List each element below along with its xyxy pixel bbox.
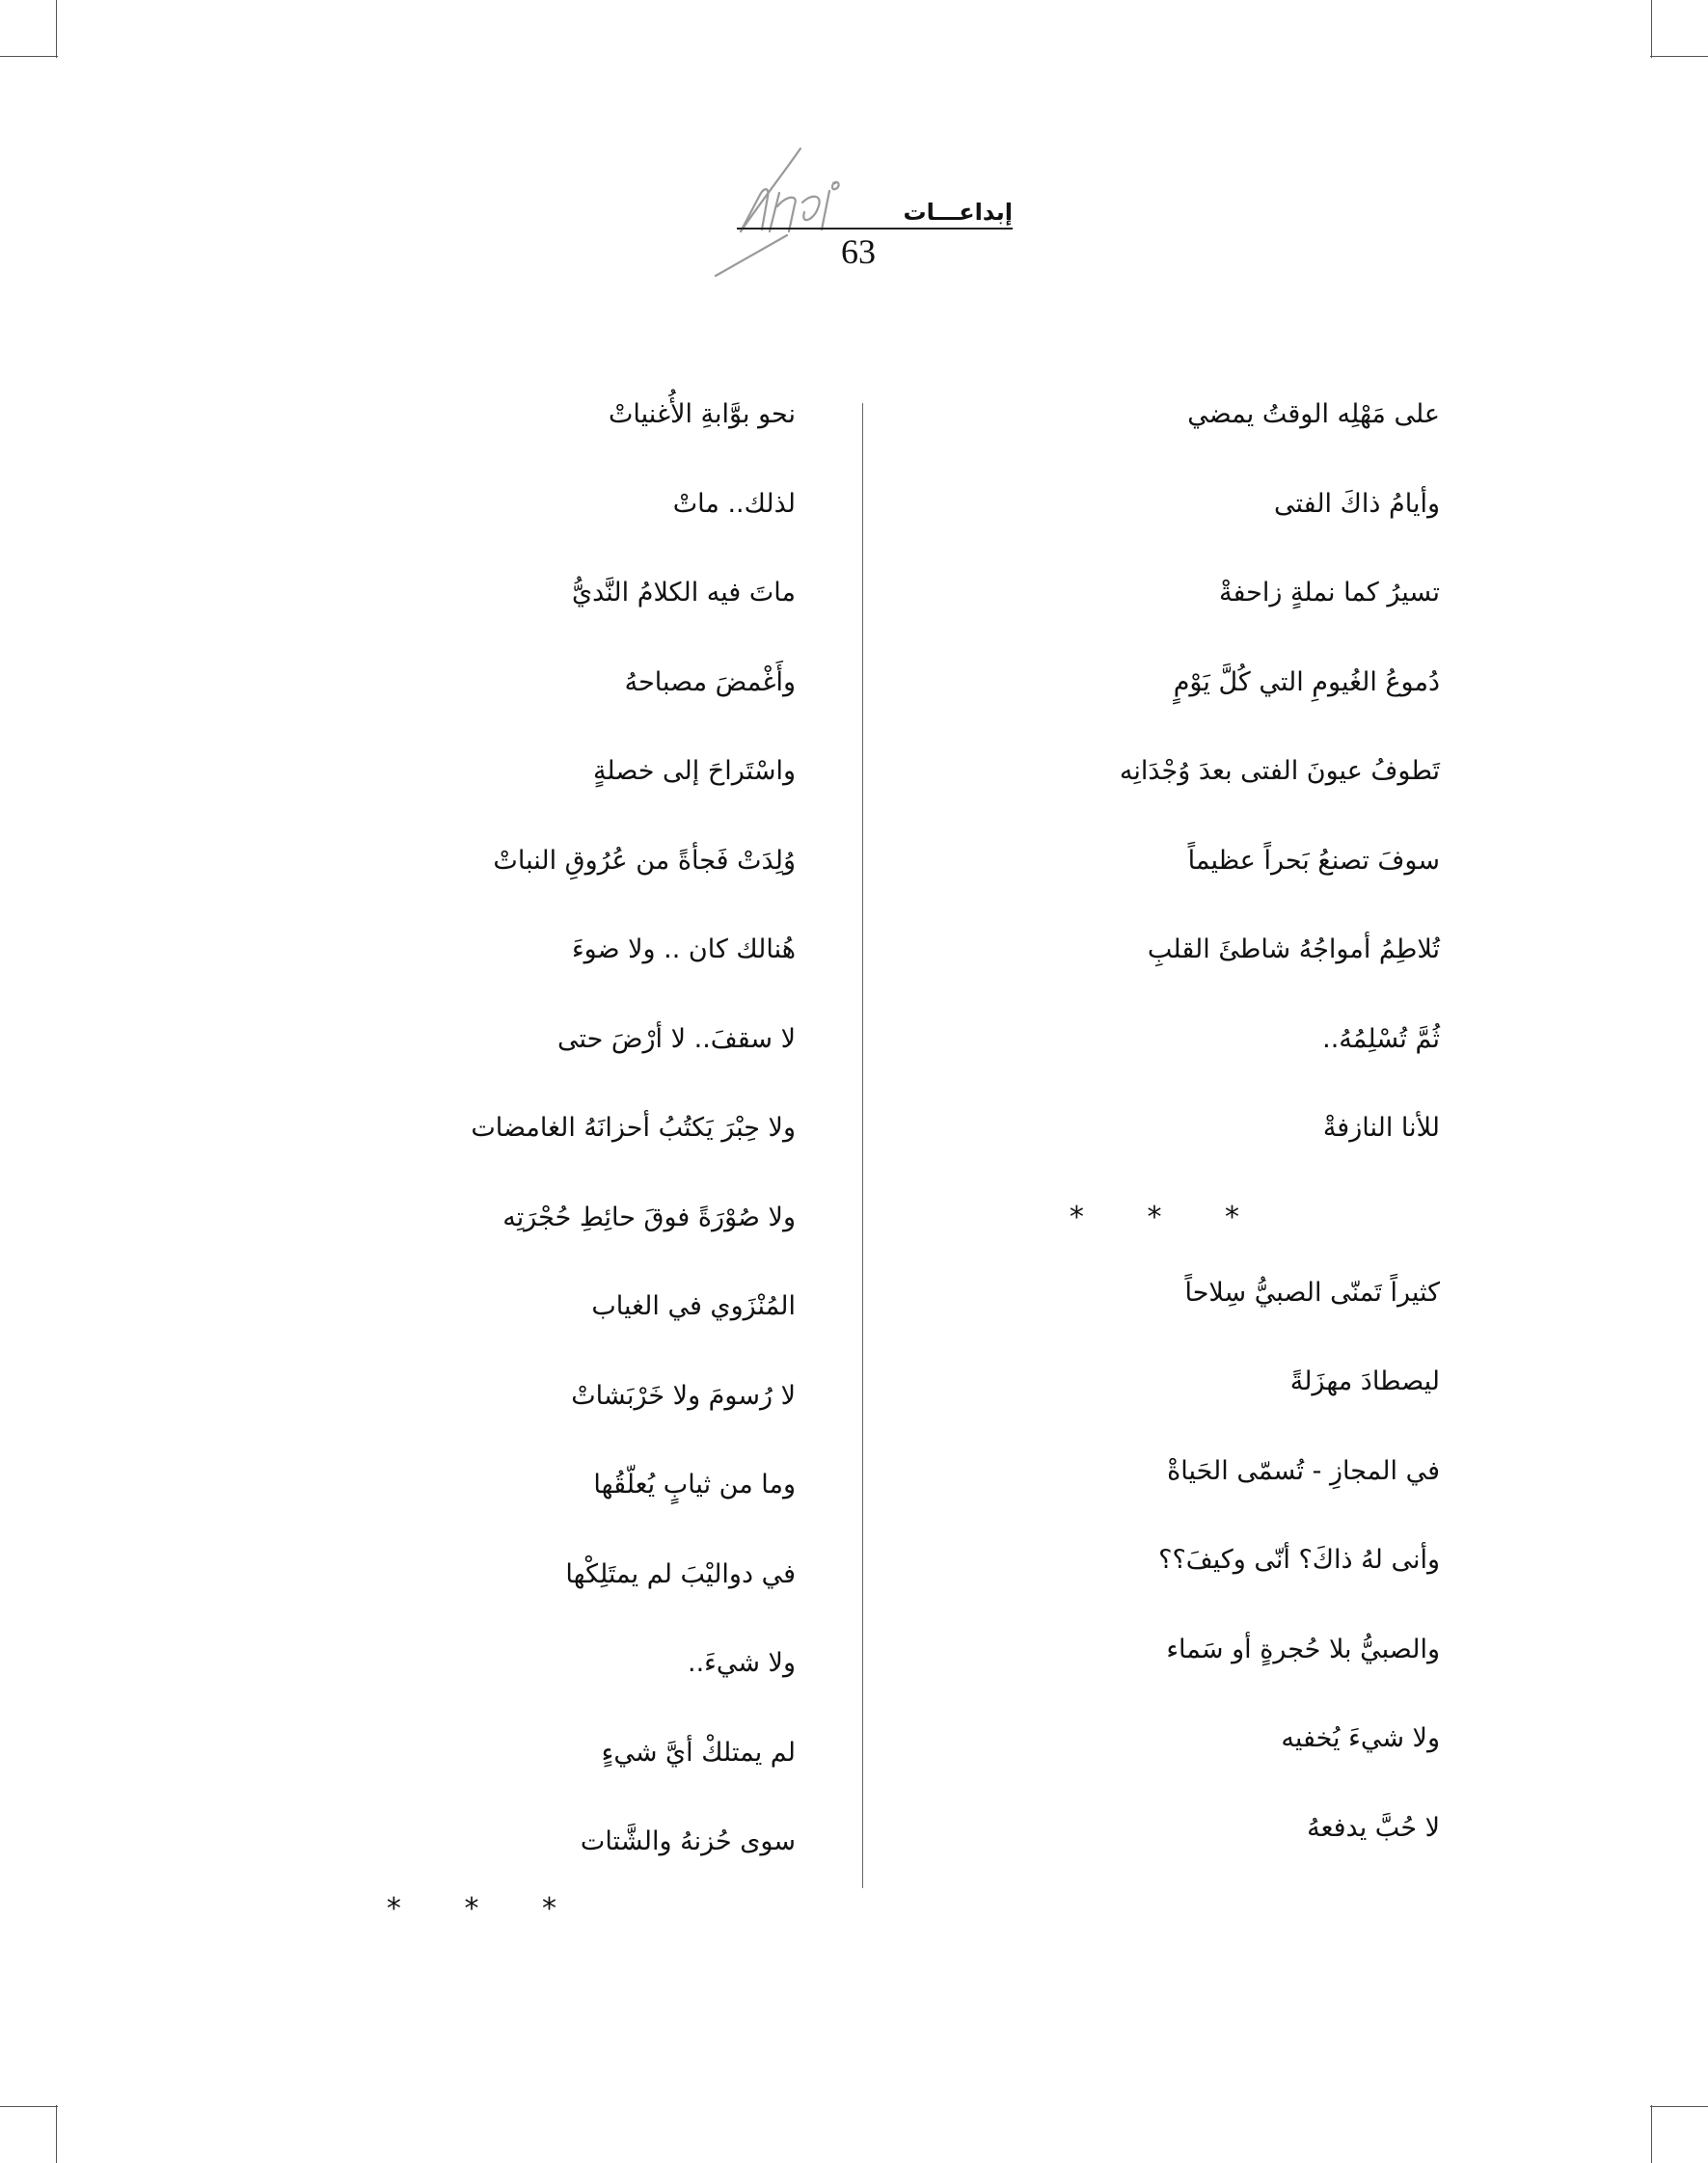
crop-mark [1650,56,1708,57]
verse-line: وأنى لهُ ذاكَ؟ أنّى وكيفَ؟؟ [1158,1545,1440,1575]
verse-line: على مَهْلِه الوقتُ يمضي [1187,399,1440,429]
verse-line: ليصطادَ مهزَلةً [1289,1366,1440,1396]
verse-line: وأيامُ ذاكَ الفتى [1274,488,1440,519]
verse-line: نحو بوَّابةِ الأُغنياتْ [609,399,796,429]
verse-line: المُنْزَوي في الغياب [591,1291,796,1321]
verse-line: تَطوفُ عيونَ الفتى بعدَ وُجْدَانِه [1119,756,1440,786]
verse-line: سوى حُزنهُ والشَّتات [580,1826,796,1856]
verse-line: للأنا النازفةْ [1322,1113,1440,1143]
verse-line: تسيرُ كما نملةٍ زاحفةْ [1219,578,1440,608]
verse-line: ولا شيءَ يُخفيه [1281,1723,1440,1753]
verse-line: وما من ثيابٍ يُعلّقُها [593,1470,796,1500]
verse-line: سوفَ تصنعُ بَحراً عظيماً [1187,845,1440,876]
crop-mark [0,2106,58,2107]
verse-line: لا رُسومَ ولا خَرْبَشاتْ [571,1380,796,1411]
verse-line: هُنالك كان .. ولا ضوءَ [571,934,796,964]
verse-line: في المجازِ - تُسمّى الحَياةْ [1167,1455,1440,1486]
verse-line: كثيراً تَمنّى الصبيُّ سِلاحاً [1184,1277,1440,1308]
crop-mark [56,2105,57,2163]
verse-line: تُلاطِمُ أمواجُهُ شاطئَ القلبِ [1147,934,1440,964]
verse-line: دُموعُ الغُيومِ التي كُلَّ يَوْمٍ [1173,666,1440,697]
stanza-separator: * * * [1069,1200,1266,1234]
stanza-separator: * * * [386,1892,583,1926]
verse-line: ولا صُوْرَةً فوقَ حائِطِ حُجْرَتِه [502,1202,796,1232]
verse-line: ولا حِبْرَ يَكتُبُ أحزانَهُ الغامضات [471,1113,796,1143]
verse-line: وأَغْمضَ مصباحهُ [624,666,796,697]
section-title: إبداعـــات [903,199,1013,226]
poem-column-left [275,395,796,1980]
verse-line: ولا شيءَ.. [687,1648,796,1678]
column-divider [862,403,863,1888]
verse-line: ماتَ فيه الكلامُ النَّديُّ [571,578,796,608]
crop-mark [56,0,57,58]
verse-line: واسْتَراحَ إلى خصلةٍ [592,756,796,786]
page-number: 63 [841,232,876,271]
crop-mark [0,56,58,57]
header-rule [737,228,1013,230]
verse-line: لذلك.. ماتْ [672,488,796,519]
crop-mark [1650,2106,1708,2107]
verse-line: ثُمَّ تُسْلِمُهُ.. [1322,1023,1440,1054]
crop-mark [1651,2105,1652,2163]
verse-line: لا سقفَ.. لا أرْضَ حتى [556,1023,796,1054]
verse-line: في دواليْبَ لم يمتَلِكْها [565,1558,796,1589]
poem-column-right [938,395,1440,1898]
verse-line: لا حُبَّ يدفعهُ [1307,1812,1440,1843]
verse-line: لم يمتلكْ أيَّ شيءٍ [601,1737,796,1768]
crop-mark [1651,0,1652,58]
verse-line: وُلِدَتْ فَجأةً من عُرُوقِ النباتْ [493,845,796,876]
verse-line: والصبيُّ بلا حُجرةٍ أو سَماء [1166,1634,1440,1664]
